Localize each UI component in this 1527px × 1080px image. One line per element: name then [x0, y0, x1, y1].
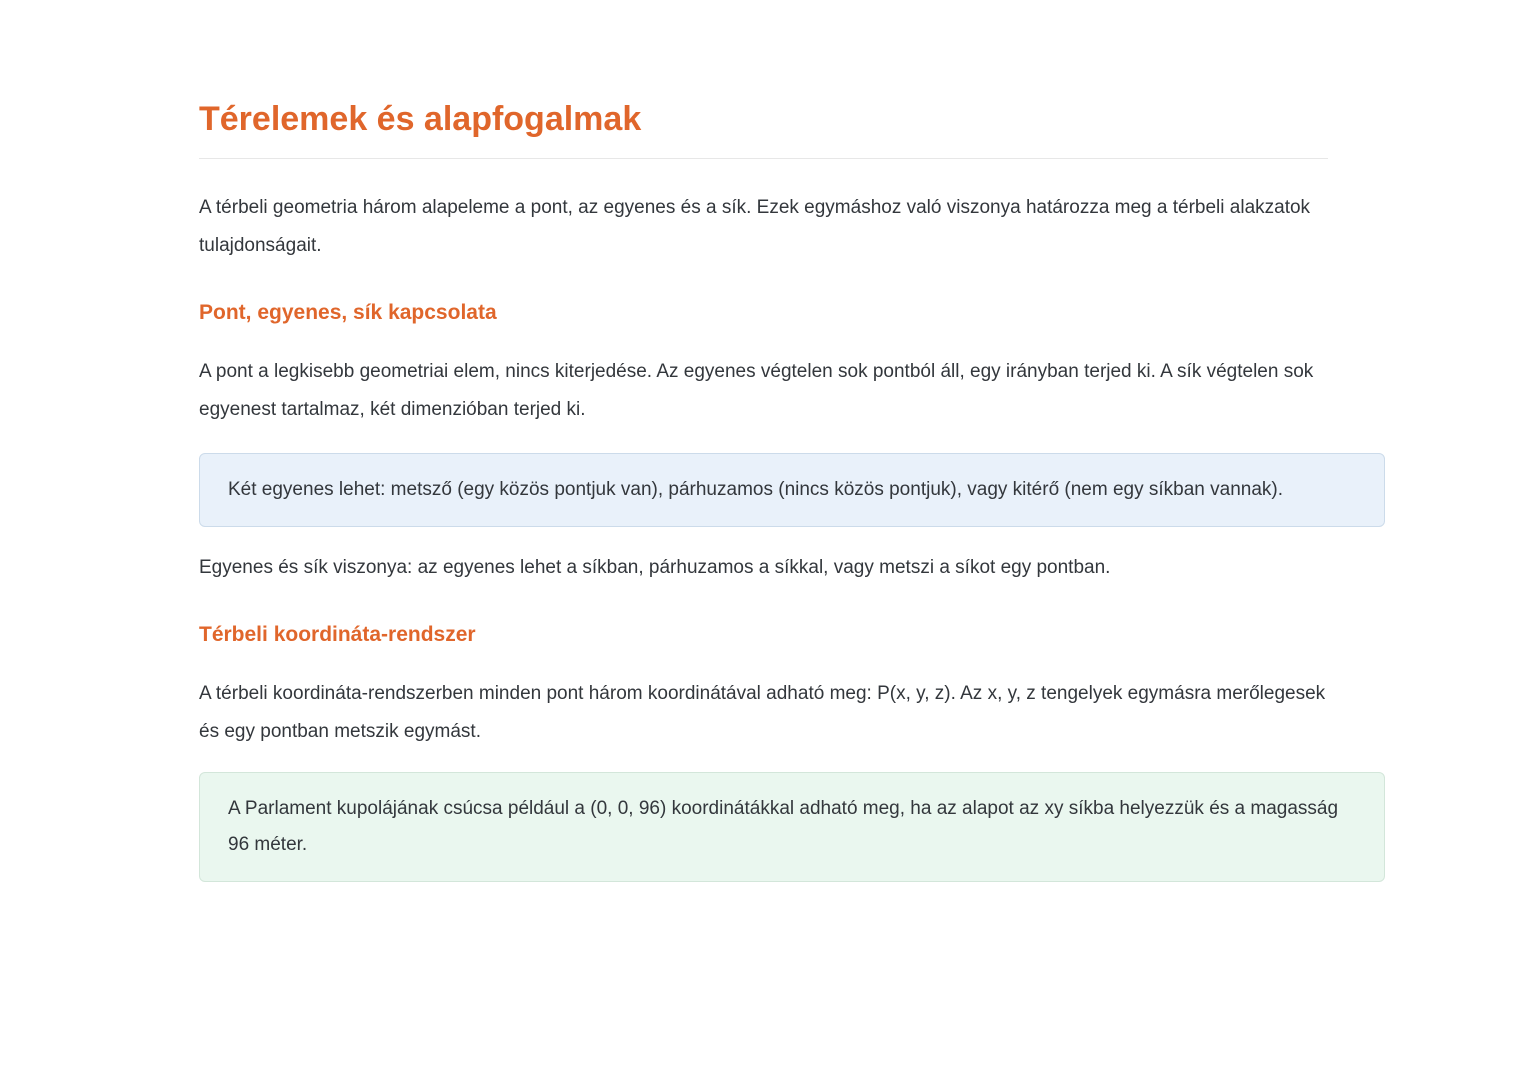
section-paragraph: A térbeli koordináta-rendszerben minden pont három koordinátával adható meg: P(x, y, z). Az x, y, z tengelyek egymásra merőlegesek és egy pontban metszik egymást. [199, 683, 1326, 742]
section-paragraph: A pont a legkisebb geometriai elem, nincs kiterjedése. Az egyenes végtelen sok pontból áll, egy irányban terjed ki. A sík végtelen sok egyenest tartalmaz, két dimenzióban terjed ki. [199, 361, 1314, 420]
section-heading-pont-egyenes-sik: Pont, egyenes, sík kapcsolata [199, 301, 497, 324]
document-page [199, 0, 1385, 882]
section-paragraph: Egyenes és sík viszonya: az egyenes lehet a síkban, párhuzamos a síkkal, vagy metszi a síkot egy pontban. [199, 557, 1111, 578]
page-title: Térelemek és alapfogalmak [199, 100, 642, 138]
info-callout: Két egyenes lehet: metsző (egy közös pontjuk van), párhuzamos (nincs közös pontjuk), vagy kitérő (nem egy síkban vannak). [199, 453, 1385, 527]
example-callout: A Parlament kupolájának csúcsa például a (0, 0, 96) koordinátákkal adható meg, ha az alapot az xy síkba helyezzük és a magasság 96 méter. [199, 772, 1385, 882]
section-heading-terbeli-koordinata-rendszer: Térbeli koordináta-rendszer [199, 623, 476, 646]
title-divider [199, 158, 1328, 159]
intro-paragraph: A térbeli geometria három alapeleme a pont, az egyenes és a sík. Ezek egymáshoz való viszonya határozza meg a térbeli alakzatok tulajdonságait. [199, 197, 1311, 256]
